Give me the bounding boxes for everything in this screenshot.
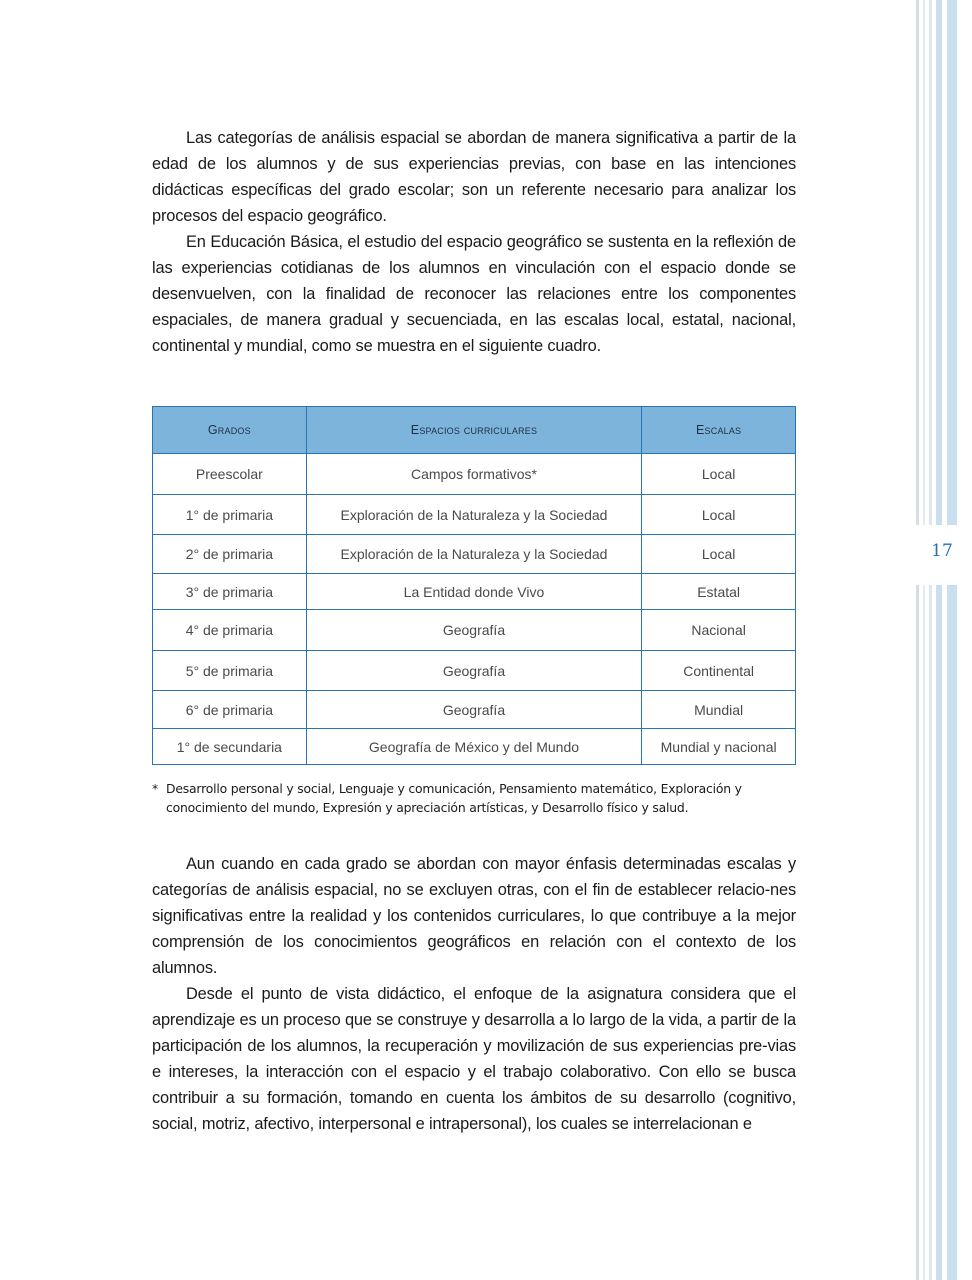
grades-scales-table — [152, 406, 796, 765]
cell-grado: 4° de primaria — [153, 610, 307, 651]
body-text — [152, 851, 796, 1137]
table-row — [153, 535, 796, 574]
table-header-row — [153, 407, 796, 454]
cell-escala: Local — [642, 454, 796, 495]
cell-grado: Preescolar — [153, 454, 307, 495]
stripe — [936, 585, 942, 1280]
stripe — [916, 0, 919, 525]
table-row — [153, 454, 796, 495]
stripe — [936, 0, 942, 525]
cell-espacio: Geografía — [306, 691, 642, 729]
page-number: 17 — [931, 541, 953, 561]
header-grados: Grados — [153, 407, 307, 454]
header-espacios: Espacios curriculares — [306, 407, 642, 454]
stripe — [923, 585, 925, 1280]
footnote-marker: * — [152, 781, 158, 796]
cell-escala: Nacional — [642, 610, 796, 651]
table-row — [153, 610, 796, 651]
stripe — [923, 0, 925, 525]
paragraph: Desde el punto de vista didáctico, el enfoque de la asignatura considera que el aprendizaje es un proceso que se construye y desarrolla a lo largo de la vida, a partir de la participación de los alumnos, la recuperación y movilización de sus experiencias pre-vias e intereses, la interacción con el espacio y el trabajo colaborativo. Con ello se busca contribuir a su formación, tomando en cuenta los ámbitos de su desarrollo (cognitivo, social, motriz, afectivo, interpersonal e intrapersonal), los cuales se interrelacionan e — [152, 985, 796, 1133]
paragraph: Aun cuando en cada grado se abordan con mayor énfasis determinadas escalas y categorías de análisis espacial, no se excluyen otras, con el fin de establecer relacio-nes significativas entre la realidad y los contenidos curriculares, lo que contribuye a la mejor comprensión de los conocimientos geográficos en relación con el contexto de los alumnos. — [152, 855, 796, 977]
table-row — [153, 495, 796, 535]
cell-espacio: Geografía — [306, 610, 642, 651]
cell-espacio: Geografía de México y del Mundo — [306, 729, 642, 765]
cell-escala: Local — [642, 495, 796, 535]
paragraph: En Educación Básica, el estudio del espacio geográfico se sustenta en la reflexión de las experiencias cotidianas de los alumnos en vinculación con el espacio donde se desenvuelven, con la finalidad de reconocer las relaciones entre los componentes espaciales, de manera gradual y secuenciada, en las escalas local, estatal, nacional, continental y mundial, como se muestra en el siguiente cuadro. — [152, 233, 796, 355]
cell-espacio: Campos formativos* — [306, 454, 642, 495]
footnote-text: Desarrollo personal y social, Lenguaje y comunicación, Pensamiento matemático, Exploración y conocimiento del mundo, Expresión y apreciación artísticas, y Desarrollo físico y salud. — [166, 781, 742, 815]
cell-escala: Local — [642, 535, 796, 574]
cell-espacio: Exploración de la Naturaleza y la Sociedad — [306, 495, 642, 535]
intro-text — [152, 125, 796, 359]
cell-escala: Mundial — [642, 691, 796, 729]
cell-espacio: Geografía — [306, 651, 642, 691]
stripe — [929, 0, 932, 525]
stripe — [947, 0, 957, 525]
stripe — [929, 585, 932, 1280]
cell-espacio: La Entidad donde Vivo — [306, 574, 642, 610]
cell-escala: Continental — [642, 651, 796, 691]
cell-grado: 3° de primaria — [153, 574, 307, 610]
table-row — [153, 651, 796, 691]
table-row — [153, 574, 796, 610]
cell-grado: 2° de primaria — [153, 535, 307, 574]
cell-grado: 5° de primaria — [153, 651, 307, 691]
table-row — [153, 729, 796, 765]
header-escalas: Escalas — [642, 407, 796, 454]
cell-espacio: Exploración de la Naturaleza y la Sociedad — [306, 535, 642, 574]
cell-escala: Estatal — [642, 574, 796, 610]
stripe — [916, 585, 919, 1280]
cell-grado: 1° de primaria — [153, 495, 307, 535]
stripe — [947, 585, 957, 1280]
table-footnote — [152, 779, 802, 817]
cell-grado: 1° de secundaria — [153, 729, 307, 765]
paragraph: Las categorías de análisis espacial se abordan de manera significativa a partir de la edad de los alumnos y de sus experiencias previas, con base en las intenciones didácticas específicas del grado escolar; son un referente necesario para analizar los procesos del espacio geográfico. — [152, 129, 796, 225]
cell-escala: Mundial y nacional — [642, 729, 796, 765]
table-row — [153, 691, 796, 729]
cell-grado: 6° de primaria — [153, 691, 307, 729]
